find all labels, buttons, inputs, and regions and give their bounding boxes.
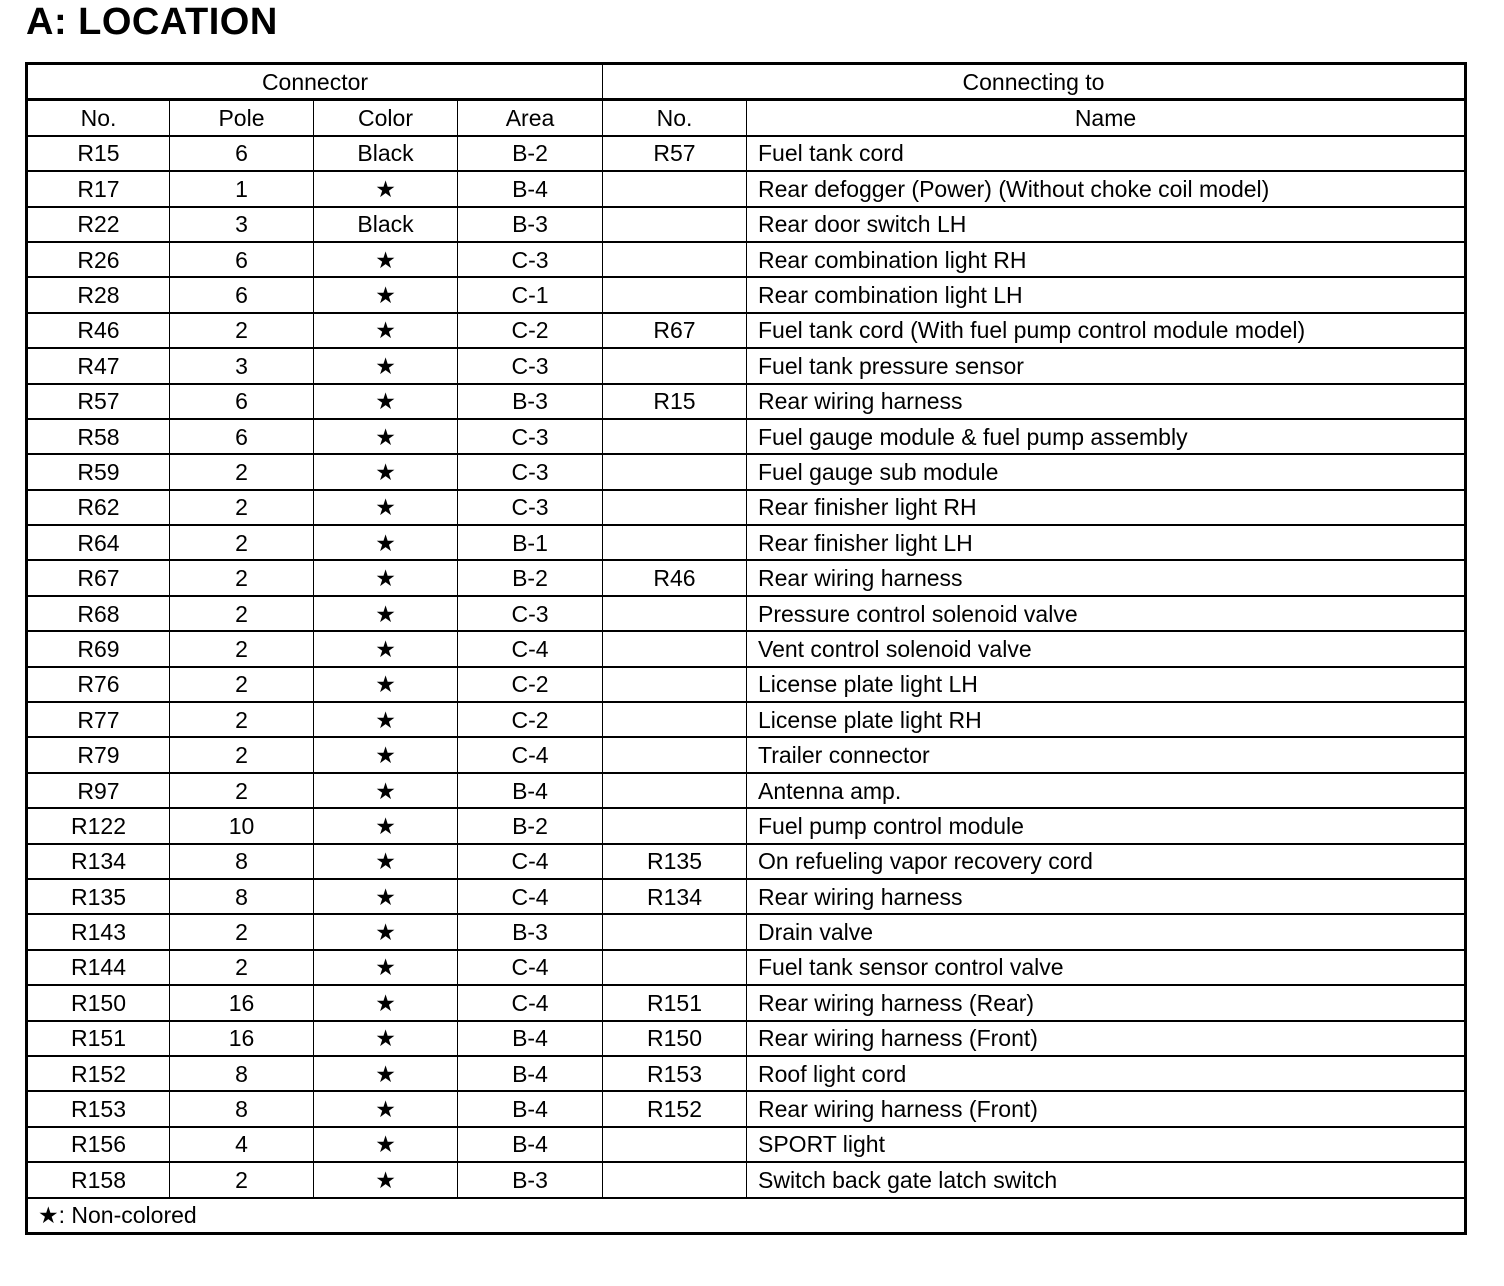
- cell-pole: 8: [170, 1056, 314, 1091]
- table-row: [27, 384, 1466, 419]
- cell-color: ★: [314, 277, 458, 312]
- cell-pole: 2: [170, 914, 314, 949]
- cell-pole: 2: [170, 525, 314, 560]
- cell-color: ★: [314, 914, 458, 949]
- cell-connecting-no: R57: [603, 136, 747, 171]
- cell-color: ★: [314, 313, 458, 348]
- table-row: [27, 1021, 1466, 1056]
- cell-area: C-3: [458, 348, 603, 383]
- cell-pole: 1: [170, 171, 314, 206]
- cell-area: B-4: [458, 1056, 603, 1091]
- cell-connector-no: R67: [27, 560, 170, 595]
- cell-area: C-4: [458, 844, 603, 879]
- cell-area: B-3: [458, 384, 603, 419]
- cell-connector-no: R152: [27, 1056, 170, 1091]
- cell-color: ★: [314, 773, 458, 808]
- cell-connector-no: R47: [27, 348, 170, 383]
- cell-color: ★: [314, 950, 458, 985]
- cell-connecting-no: [603, 490, 747, 525]
- group-header-connecting-to: Connecting to: [603, 64, 1466, 100]
- cell-area: C-3: [458, 596, 603, 631]
- cell-name: Rear door switch LH: [747, 207, 1466, 242]
- cell-color: ★: [314, 631, 458, 666]
- cell-name: Rear wiring harness (Front): [747, 1021, 1466, 1056]
- cell-connecting-no: [603, 207, 747, 242]
- table-row: [27, 525, 1466, 560]
- cell-connector-no: R62: [27, 490, 170, 525]
- cell-connector-no: R135: [27, 879, 170, 914]
- cell-connector-no: R156: [27, 1127, 170, 1162]
- cell-connecting-no: [603, 171, 747, 206]
- cell-color: ★: [314, 844, 458, 879]
- cell-connecting-no: R135: [603, 844, 747, 879]
- cell-color: ★: [314, 242, 458, 277]
- cell-area: C-3: [458, 242, 603, 277]
- cell-pole: 2: [170, 560, 314, 595]
- cell-color: ★: [314, 171, 458, 206]
- cell-color: ★: [314, 985, 458, 1020]
- cell-connecting-no: [603, 914, 747, 949]
- cell-connecting-no: [603, 525, 747, 560]
- cell-name: Antenna amp.: [747, 773, 1466, 808]
- table-row: [27, 207, 1466, 242]
- cell-color: Black: [314, 136, 458, 171]
- cell-area: C-2: [458, 667, 603, 702]
- cell-pole: 2: [170, 313, 314, 348]
- cell-connector-no: R143: [27, 914, 170, 949]
- cell-pole: 2: [170, 702, 314, 737]
- cell-area: B-1: [458, 525, 603, 560]
- table-row: [27, 313, 1466, 348]
- table-row: [27, 171, 1466, 206]
- cell-name: Fuel tank cord (With fuel pump control module model): [747, 313, 1466, 348]
- table-row: [27, 1162, 1466, 1197]
- cell-connector-no: R150: [27, 985, 170, 1020]
- footnote: ★: Non-colored: [27, 1198, 1466, 1234]
- cell-area: C-1: [458, 277, 603, 312]
- cell-name: License plate light LH: [747, 667, 1466, 702]
- cell-pole: 4: [170, 1127, 314, 1162]
- table-row: [27, 737, 1466, 772]
- cell-pole: 3: [170, 207, 314, 242]
- cell-connecting-no: [603, 702, 747, 737]
- cell-name: Rear defogger (Power) (Without choke coil model): [747, 171, 1466, 206]
- cell-area: B-4: [458, 773, 603, 808]
- cell-pole: 2: [170, 631, 314, 666]
- table-row: [27, 490, 1466, 525]
- cell-area: B-3: [458, 1162, 603, 1197]
- cell-connector-no: R153: [27, 1091, 170, 1126]
- cell-color: ★: [314, 1056, 458, 1091]
- cell-name: Rear finisher light RH: [747, 490, 1466, 525]
- table-body: [27, 136, 1466, 1198]
- cell-name: Drain valve: [747, 914, 1466, 949]
- cell-pole: 16: [170, 985, 314, 1020]
- cell-area: C-2: [458, 313, 603, 348]
- table-row: [27, 1127, 1466, 1162]
- cell-name: Roof light cord: [747, 1056, 1466, 1091]
- cell-name: Rear finisher light LH: [747, 525, 1466, 560]
- cell-connector-no: R97: [27, 773, 170, 808]
- cell-connecting-no: R134: [603, 879, 747, 914]
- cell-connector-no: R69: [27, 631, 170, 666]
- cell-connector-no: R17: [27, 171, 170, 206]
- cell-area: C-2: [458, 702, 603, 737]
- cell-area: C-4: [458, 631, 603, 666]
- cell-connecting-no: [603, 950, 747, 985]
- table-row: [27, 631, 1466, 666]
- cell-color: ★: [314, 808, 458, 843]
- cell-connector-no: R22: [27, 207, 170, 242]
- table-row: [27, 136, 1466, 171]
- cell-area: C-4: [458, 879, 603, 914]
- cell-connector-no: R28: [27, 277, 170, 312]
- cell-area: B-3: [458, 207, 603, 242]
- cell-connecting-no: [603, 773, 747, 808]
- column-header-area: Area: [458, 100, 603, 136]
- table-row: [27, 419, 1466, 454]
- cell-area: B-2: [458, 808, 603, 843]
- column-header-pole: Pole: [170, 100, 314, 136]
- cell-connector-no: R144: [27, 950, 170, 985]
- cell-connecting-no: [603, 667, 747, 702]
- column-header-color: Color: [314, 100, 458, 136]
- cell-pole: 2: [170, 490, 314, 525]
- cell-color: ★: [314, 879, 458, 914]
- table-row: [27, 914, 1466, 949]
- table-row: [27, 560, 1466, 595]
- table-row: [27, 667, 1466, 702]
- page-title: A: LOCATION: [26, 1, 278, 43]
- cell-pole: 2: [170, 950, 314, 985]
- cell-name: Pressure control solenoid valve: [747, 596, 1466, 631]
- cell-pole: 10: [170, 808, 314, 843]
- cell-color: ★: [314, 596, 458, 631]
- cell-connecting-no: [603, 348, 747, 383]
- cell-connector-no: R68: [27, 596, 170, 631]
- table-row: [27, 844, 1466, 879]
- table-row: [27, 985, 1466, 1020]
- footnote-row: [27, 1198, 1466, 1234]
- cell-area: B-4: [458, 1091, 603, 1126]
- cell-area: B-2: [458, 560, 603, 595]
- cell-connecting-no: [603, 596, 747, 631]
- cell-color: ★: [314, 525, 458, 560]
- table-row: [27, 879, 1466, 914]
- cell-area: C-3: [458, 454, 603, 489]
- cell-connector-no: R15: [27, 136, 170, 171]
- cell-pole: 16: [170, 1021, 314, 1056]
- cell-pole: 8: [170, 879, 314, 914]
- cell-name: Trailer connector: [747, 737, 1466, 772]
- table-row: [27, 950, 1466, 985]
- cell-area: B-4: [458, 171, 603, 206]
- table-row: [27, 242, 1466, 277]
- cell-connector-no: R122: [27, 808, 170, 843]
- cell-connecting-no: [603, 1162, 747, 1197]
- cell-area: C-3: [458, 490, 603, 525]
- cell-pole: 8: [170, 1091, 314, 1126]
- cell-connector-no: R59: [27, 454, 170, 489]
- column-header-name: Name: [747, 100, 1466, 136]
- cell-name: Fuel pump control module: [747, 808, 1466, 843]
- cell-name: Fuel tank sensor control valve: [747, 950, 1466, 985]
- cell-connecting-no: [603, 808, 747, 843]
- cell-name: Rear wiring harness: [747, 560, 1466, 595]
- cell-name: Fuel gauge module & fuel pump assembly: [747, 419, 1466, 454]
- cell-connector-no: R58: [27, 419, 170, 454]
- cell-name: Fuel gauge sub module: [747, 454, 1466, 489]
- cell-area: C-3: [458, 419, 603, 454]
- cell-connecting-no: R153: [603, 1056, 747, 1091]
- group-header-row: [27, 64, 1466, 100]
- cell-color: ★: [314, 560, 458, 595]
- table-row: [27, 277, 1466, 312]
- cell-connecting-no: R151: [603, 985, 747, 1020]
- cell-pole: 2: [170, 773, 314, 808]
- cell-connecting-no: R46: [603, 560, 747, 595]
- cell-name: Rear wiring harness (Front): [747, 1091, 1466, 1126]
- cell-pole: 6: [170, 384, 314, 419]
- cell-connector-no: R46: [27, 313, 170, 348]
- cell-connector-no: R77: [27, 702, 170, 737]
- cell-connecting-no: R15: [603, 384, 747, 419]
- cell-name: Switch back gate latch switch: [747, 1162, 1466, 1197]
- cell-pole: 6: [170, 136, 314, 171]
- table-row: [27, 454, 1466, 489]
- cell-area: C-4: [458, 737, 603, 772]
- cell-connecting-no: [603, 631, 747, 666]
- cell-connector-no: R158: [27, 1162, 170, 1197]
- cell-connector-no: R76: [27, 667, 170, 702]
- table-row: [27, 596, 1466, 631]
- cell-connector-no: R134: [27, 844, 170, 879]
- cell-pole: 2: [170, 1162, 314, 1197]
- cell-color: ★: [314, 667, 458, 702]
- cell-area: C-4: [458, 950, 603, 985]
- cell-connector-no: R151: [27, 1021, 170, 1056]
- cell-name: Rear wiring harness: [747, 384, 1466, 419]
- cell-connector-no: R57: [27, 384, 170, 419]
- cell-color: ★: [314, 384, 458, 419]
- cell-connecting-no: R150: [603, 1021, 747, 1056]
- table-row: [27, 702, 1466, 737]
- cell-pole: 6: [170, 419, 314, 454]
- table-row: [27, 773, 1466, 808]
- table-row: [27, 808, 1466, 843]
- cell-area: C-4: [458, 985, 603, 1020]
- cell-area: B-2: [458, 136, 603, 171]
- cell-color: ★: [314, 1091, 458, 1126]
- cell-connecting-no: [603, 242, 747, 277]
- cell-color: ★: [314, 348, 458, 383]
- cell-pole: 6: [170, 277, 314, 312]
- cell-pole: 6: [170, 242, 314, 277]
- cell-name: Rear wiring harness: [747, 879, 1466, 914]
- table-row: [27, 1091, 1466, 1126]
- table-row: [27, 348, 1466, 383]
- cell-color: ★: [314, 419, 458, 454]
- cell-name: License plate light RH: [747, 702, 1466, 737]
- cell-color: ★: [314, 737, 458, 772]
- cell-pole: 2: [170, 737, 314, 772]
- cell-connecting-no: [603, 277, 747, 312]
- cell-color: ★: [314, 1127, 458, 1162]
- table-row: [27, 1056, 1466, 1091]
- cell-name: SPORT light: [747, 1127, 1466, 1162]
- cell-connecting-no: R67: [603, 313, 747, 348]
- cell-name: Fuel tank pressure sensor: [747, 348, 1466, 383]
- cell-connecting-no: R152: [603, 1091, 747, 1126]
- cell-color: ★: [314, 1162, 458, 1197]
- cell-name: Rear combination light LH: [747, 277, 1466, 312]
- cell-name: Vent control solenoid valve: [747, 631, 1466, 666]
- cell-connector-no: R79: [27, 737, 170, 772]
- cell-connecting-no: [603, 737, 747, 772]
- column-header-no: No.: [27, 100, 170, 136]
- cell-connecting-no: [603, 419, 747, 454]
- cell-color: ★: [314, 702, 458, 737]
- cell-area: B-4: [458, 1021, 603, 1056]
- cell-color: ★: [314, 490, 458, 525]
- cell-color: ★: [314, 1021, 458, 1056]
- cell-pole: 2: [170, 454, 314, 489]
- cell-connecting-no: [603, 1127, 747, 1162]
- cell-color: Black: [314, 207, 458, 242]
- column-header-connecting-no: No.: [603, 100, 747, 136]
- column-header-row: [27, 100, 1466, 136]
- cell-pole: 3: [170, 348, 314, 383]
- connector-table: [25, 62, 1467, 1235]
- cell-color: ★: [314, 454, 458, 489]
- cell-pole: 2: [170, 596, 314, 631]
- cell-name: On refueling vapor recovery cord: [747, 844, 1466, 879]
- cell-connector-no: R26: [27, 242, 170, 277]
- cell-area: B-4: [458, 1127, 603, 1162]
- cell-pole: 8: [170, 844, 314, 879]
- group-header-connector: Connector: [27, 64, 603, 100]
- cell-name: Rear combination light RH: [747, 242, 1466, 277]
- cell-connecting-no: [603, 454, 747, 489]
- cell-name: Rear wiring harness (Rear): [747, 985, 1466, 1020]
- cell-pole: 2: [170, 667, 314, 702]
- cell-area: B-3: [458, 914, 603, 949]
- cell-name: Fuel tank cord: [747, 136, 1466, 171]
- cell-connector-no: R64: [27, 525, 170, 560]
